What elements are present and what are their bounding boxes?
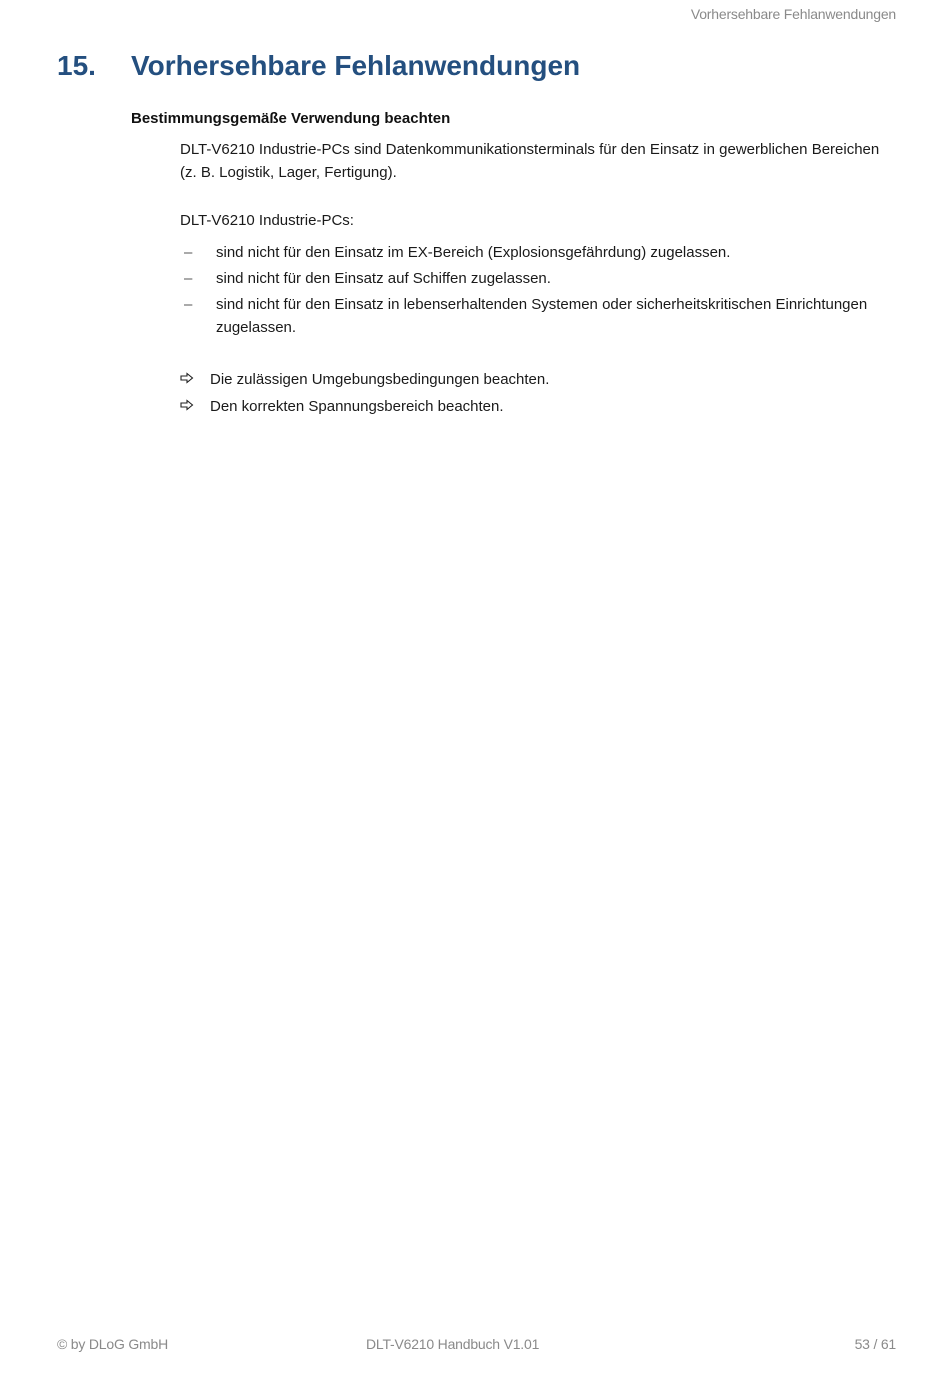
section-heading: Bestimmungsgemäße Verwendung beachten (131, 110, 451, 127)
list-item-text: sind nicht für den Einsatz auf Schiffen zugelassen. (216, 270, 551, 287)
restriction-list (180, 241, 900, 342)
chapter-title-text: Vorhersehbare Fehlanwendungen (131, 50, 581, 81)
right-arrow-outline-icon (180, 372, 194, 384)
footer-document-title: DLT-V6210 Handbuch V1.01 (366, 1336, 540, 1352)
chapter-title (57, 50, 580, 82)
action-item (180, 395, 900, 418)
dash-bullet: – (184, 244, 193, 261)
dash-bullet: – (184, 270, 193, 287)
list-item (180, 267, 900, 290)
list-item (180, 293, 900, 339)
action-list (180, 368, 900, 422)
right-arrow-outline-icon (180, 399, 194, 411)
action-item-text: Den korrekten Spannungsbereich beachten. (210, 398, 504, 415)
list-item-text: sind nicht für den Einsatz im EX-Bereich (Explosionsgefährdung) zugelassen. (216, 244, 731, 261)
list-item-text: sind nicht für den Einsatz in lebenserhaltenden Systemen oder sicherheitskritischen Einrichtungen zugelassen. (216, 296, 868, 336)
footer-copyright: © by DLoG GmbH (57, 1336, 168, 1352)
list-label: DLT-V6210 Industrie-PCs: (180, 212, 354, 229)
footer-page-number: 53 / 61 (854, 1336, 896, 1352)
running-header: Vorhersehbare Fehlanwendungen (690, 6, 896, 22)
intro-paragraph: DLT-V6210 Industrie-PCs sind Datenkommunikationsterminals für den Einsatz in gewerblichen Bereichen (z. B. Logistik, Lager, Fertigung). (180, 141, 880, 181)
list-item (180, 241, 900, 264)
dash-bullet: – (184, 296, 193, 313)
chapter-number: 15. (57, 50, 96, 81)
action-item (180, 368, 900, 391)
action-item-text: Die zulässigen Umgebungsbedingungen beachten. (210, 371, 550, 388)
